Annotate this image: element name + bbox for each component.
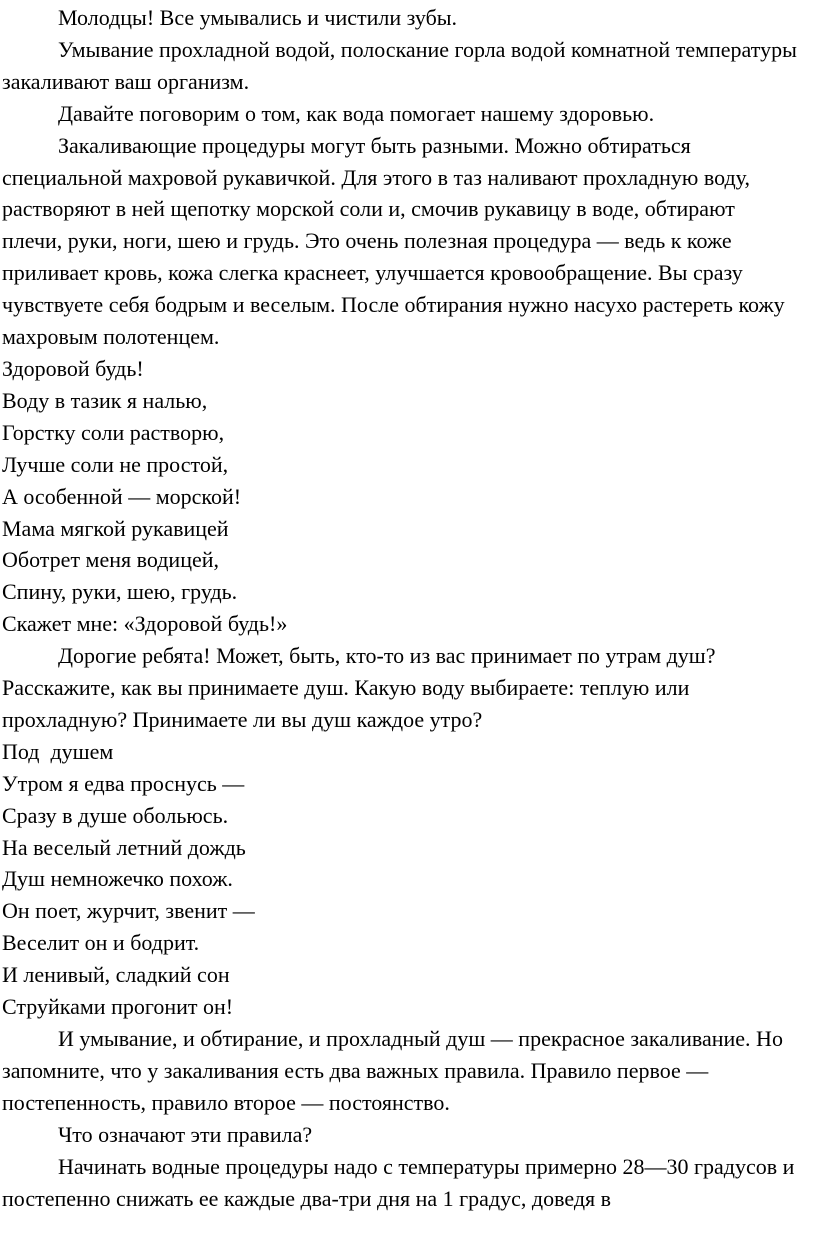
poem-line: Горстку соли растворю, xyxy=(2,419,225,445)
poem-line: На веселый летний дождь xyxy=(2,834,246,860)
poem-line: Спину, руки, шею, грудь. xyxy=(2,579,238,605)
poem-line: Душ немножечко похож. xyxy=(2,866,233,892)
poem-line: Мама мягкой рукавицей xyxy=(2,515,229,541)
poem-line: Веселит он и бодрит. xyxy=(2,930,200,956)
paragraph-shower-question: Дорогие ребята! Может, быть, кто-то из вас принимает по утрам душ? Расскажите, как вы принимаете душ. Какую воду выбираете: теплую или прохладную? Принимаете ли вы душ каждое утро? xyxy=(2,643,716,732)
poem-line: А особенной — морской! xyxy=(2,483,242,509)
paragraph-rules-question: Что означают эти правила? xyxy=(58,1121,313,1147)
paragraph-washing: Умывание прохладной водой, полоскание горла водой комнатной температуры закаливают ваш организм. xyxy=(2,36,797,94)
poem-line: Лучше соли не простой, xyxy=(2,451,229,477)
poem-title-pod-dushem: Под душем xyxy=(2,738,114,764)
poem-line: Он поет, журчит, звенит — xyxy=(2,898,255,924)
paragraph-temperature: Начинать водные процедуры надо с температуры примерно 28—30 градусов и постепенно снижать ее каждые два-три дня на 1 градус, доведя в xyxy=(2,1153,795,1211)
poem-line: И ленивый, сладкий сон xyxy=(2,962,230,988)
paragraph-procedures: Закаливающие процедуры могут быть разными. Можно обтираться специальной махровой рукавичкой. Для этого в таз наливают прохладную воду, растворяют в ней щепотку морской соли и, смочив рукавицу в воде, обтирают плечи, руки, ноги, шею и грудь. Это очень полезная процедура — ведь к коже приливает кровь, кожа слегка краснеет, улучшается кровообращение. Вы сразу чувствуете себя бодрым и веселым. После обтирания нужно насухо растереть кожу махровым полотенцем. xyxy=(2,132,785,350)
poem-line: Сразу в душе обольюсь. xyxy=(2,802,229,828)
poem-line: Воду в тазик я налью, xyxy=(2,387,208,413)
poem-line: Оботрет меня водицей, xyxy=(2,547,220,573)
paragraph-praise: Молодцы! Все умывались и чистили зубы. xyxy=(58,5,458,30)
poem-line: Скажет мне: «Здоровой будь!» xyxy=(2,611,288,637)
paragraph-rules: И умывание, и обтирание, и прохладный душ — прекрасное закаливание. Но запомните, что у закаливания есть два важных правила. Правило первое — постепенность, правило второе — постоянство. xyxy=(2,1026,783,1115)
poem-title-zdorovoy: Здоровой будь! xyxy=(2,355,144,381)
poem-line: Утром я едва проснусь — xyxy=(2,770,245,796)
poem-line: Струйками прогонит он! xyxy=(2,994,234,1020)
paragraph-lets-talk: Давайте поговорим о том, как вода помогает нашему здоровью. xyxy=(58,100,655,126)
